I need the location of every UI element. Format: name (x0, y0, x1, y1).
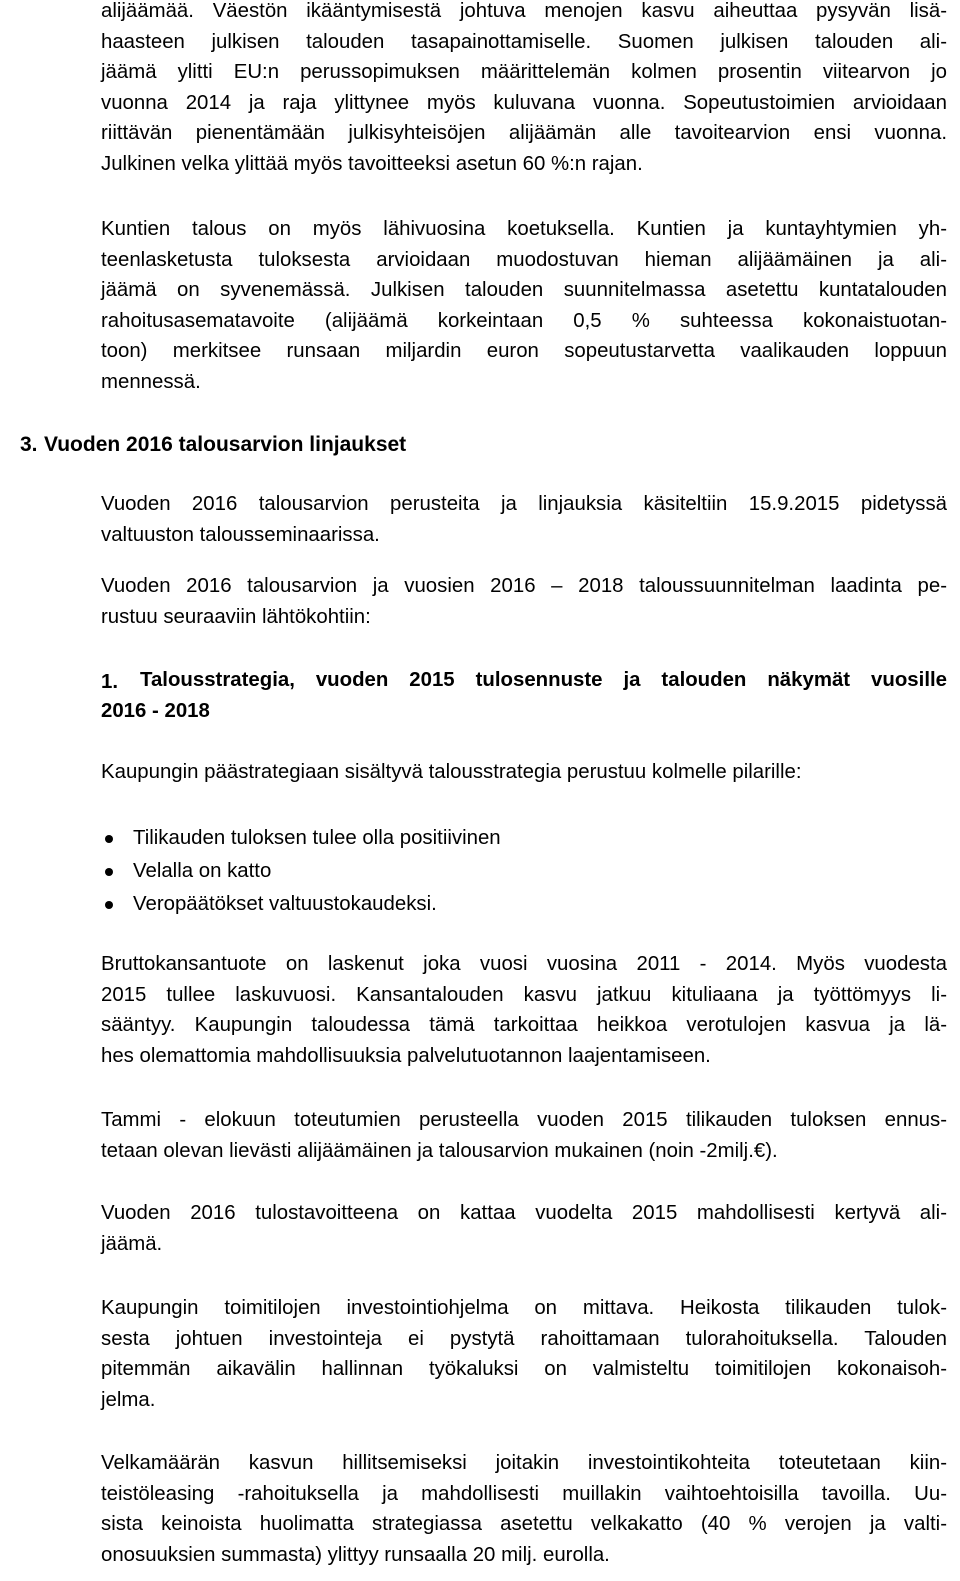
text-line: jelma. (101, 1388, 156, 1411)
paragraph-bkt (101, 949, 947, 1071)
subsection-heading-1 (140, 665, 947, 696)
text-line: onosuuksien summasta) ylittyy runsaalla 20 milj. eurolla. (101, 1543, 610, 1566)
text-line: Vuoden 2016 talousarvion ja vuosien 2016 – 2018 taloussuunnitelman laadinta pe- (101, 575, 947, 597)
paragraph-velka (101, 1448, 947, 1570)
paragraph-laadinta (101, 571, 947, 632)
text-line: Kaupungin päästrategiaan sisältyvä talousstrategia perustuu kolmelle pilarille: (101, 761, 802, 783)
text-line: Julkinen velka ylittää myös tavoitteeksi asetun 60 %:n rajan. (101, 152, 643, 175)
text-line: jäämä ylitti EU:n perussopimuksen määrittelemän kolmen prosentin viitearvon jo (101, 61, 947, 84)
subsection-number: 1. (101, 671, 119, 693)
paragraph-ennuste (101, 1105, 947, 1166)
text-line: Kaupungin toimitilojen investointiohjelma on mittava. Heikosta tilikauden tulok- (101, 1297, 947, 1319)
subsection-heading-1-cont (101, 696, 947, 727)
text-line: hes olemattomia mahdollisuuksia palvelutuotannon laajentamiseen. (101, 1044, 711, 1067)
text-line: 2015 tullee laskuvuosi. Kansantalouden kasvu jatkuu kituliaana ja työttömyys li- (101, 983, 947, 1006)
paragraph-toimitilat (101, 1293, 947, 1415)
paragraph-intro (101, 0, 947, 180)
text-line: Tammi - elokuun toteutumien perusteella vuoden 2015 tilikauden tuloksen ennus- (101, 1109, 947, 1131)
text-line: Bruttokansantuote on laskenut joka vuosi vuosina 2011 - 2014. Myös vuodesta (101, 953, 947, 975)
text-line: Vuoden 2016 talousarvion perusteita ja linjauksia käsiteltiin 15.9.2015 pidetyssä (101, 493, 947, 515)
paragraph-linjaukset (101, 489, 947, 550)
text-line: teenlasketusta tuloksesta arvioidaan muodostuvan hieman alijäämäinen ja ali- (101, 248, 947, 271)
text-line: jäämä. (101, 1232, 163, 1255)
text-line: rahoitusasematavoite (alijäämä korkeintaan 0,5 % suhteessa kokonaistuotan- (101, 309, 947, 332)
paragraph-kuntien-talous (101, 214, 947, 398)
text-line: Kuntien talous on myös lähivuosina koetuksella. Kuntien ja kuntayhtymien yh- (101, 218, 947, 240)
subsection-title-line: Talousstrategia, vuoden 2015 tulosennuste ja talouden näkymät vuosille (140, 669, 947, 691)
text-line: jäämä on syvenemässä. Julkisen talouden suunnitelmassa asetettu kuntatalouden (101, 279, 947, 302)
text-line: sista keinoista huolimatta strategiassa asetettu velkakatto (40 % verojen ja valti- (101, 1513, 947, 1536)
list-item: Velalla on katto (101, 855, 941, 888)
text-line: alijäämää. Väestön ikääntymisestä johtuva menojen kasvu aiheuttaa pysyvän lisä- (101, 0, 947, 22)
paragraph-tavoite (101, 1198, 947, 1259)
text-line: rustuu seuraaviin lähtökohtiin: (101, 605, 371, 628)
text-line: Velkamäärän kasvun hillitsemiseksi joitakin investointikohteita toteutetaan kiin- (101, 1452, 947, 1474)
list-item: Tilikauden tuloksen tulee olla positiivinen (101, 822, 941, 855)
bullet-list (101, 822, 941, 921)
section-number: 3. (20, 433, 38, 456)
text-line: vuonna 2014 ja raja ylittynee myös kuluvana vuonna. Sopeutustoimien arvioidaan (101, 91, 947, 114)
subsection-title-line: 2016 - 2018 (101, 700, 210, 722)
text-line: Vuoden 2016 tulostavoitteena on kattaa vuodelta 2015 mahdollisesti kertyvä ali- (101, 1202, 947, 1224)
paragraph-strategia (101, 757, 947, 788)
text-line: valtuuston talousseminaarissa. (101, 523, 380, 546)
text-line: tetaan olevan lievästi alijäämäinen ja talousarvion mukainen (noin -2milj.€). (101, 1139, 778, 1162)
text-line: pitemmän aikavälin hallinnan työkaluksi on valmisteltu toimitilojen kokonaisoh- (101, 1358, 947, 1381)
text-line: toon) merkitsee runsaan miljardin euron sopeutustarvetta vaalikauden loppuun (101, 340, 947, 363)
text-line: sesta johtuen investointeja ei pystytä rahoittamaan tulorahoituksella. Talouden (101, 1327, 947, 1350)
text-line: sääntyy. Kaupungin taloudessa tämä tarkoittaa heikkoa verotulojen kasvua ja lä- (101, 1014, 947, 1037)
text-line: mennessä. (101, 370, 201, 393)
text-line: riittävän pienentämään julkisyhteisöjen alijäämän alle tavoitearvion ensi vuonna. (101, 122, 947, 145)
text-line: haasteen julkisen talouden tasapainottamiselle. Suomen julkisen talouden ali- (101, 30, 947, 53)
text-line: teistöleasing -rahoituksella ja mahdollisesti muillakin vaihtoehtoisilla tavoilla. Uu- (101, 1482, 947, 1505)
list-item: Veropäätökset valtuustokaudeksi. (101, 888, 941, 921)
section-title: Vuoden 2016 talousarvion linjaukset (44, 433, 407, 456)
